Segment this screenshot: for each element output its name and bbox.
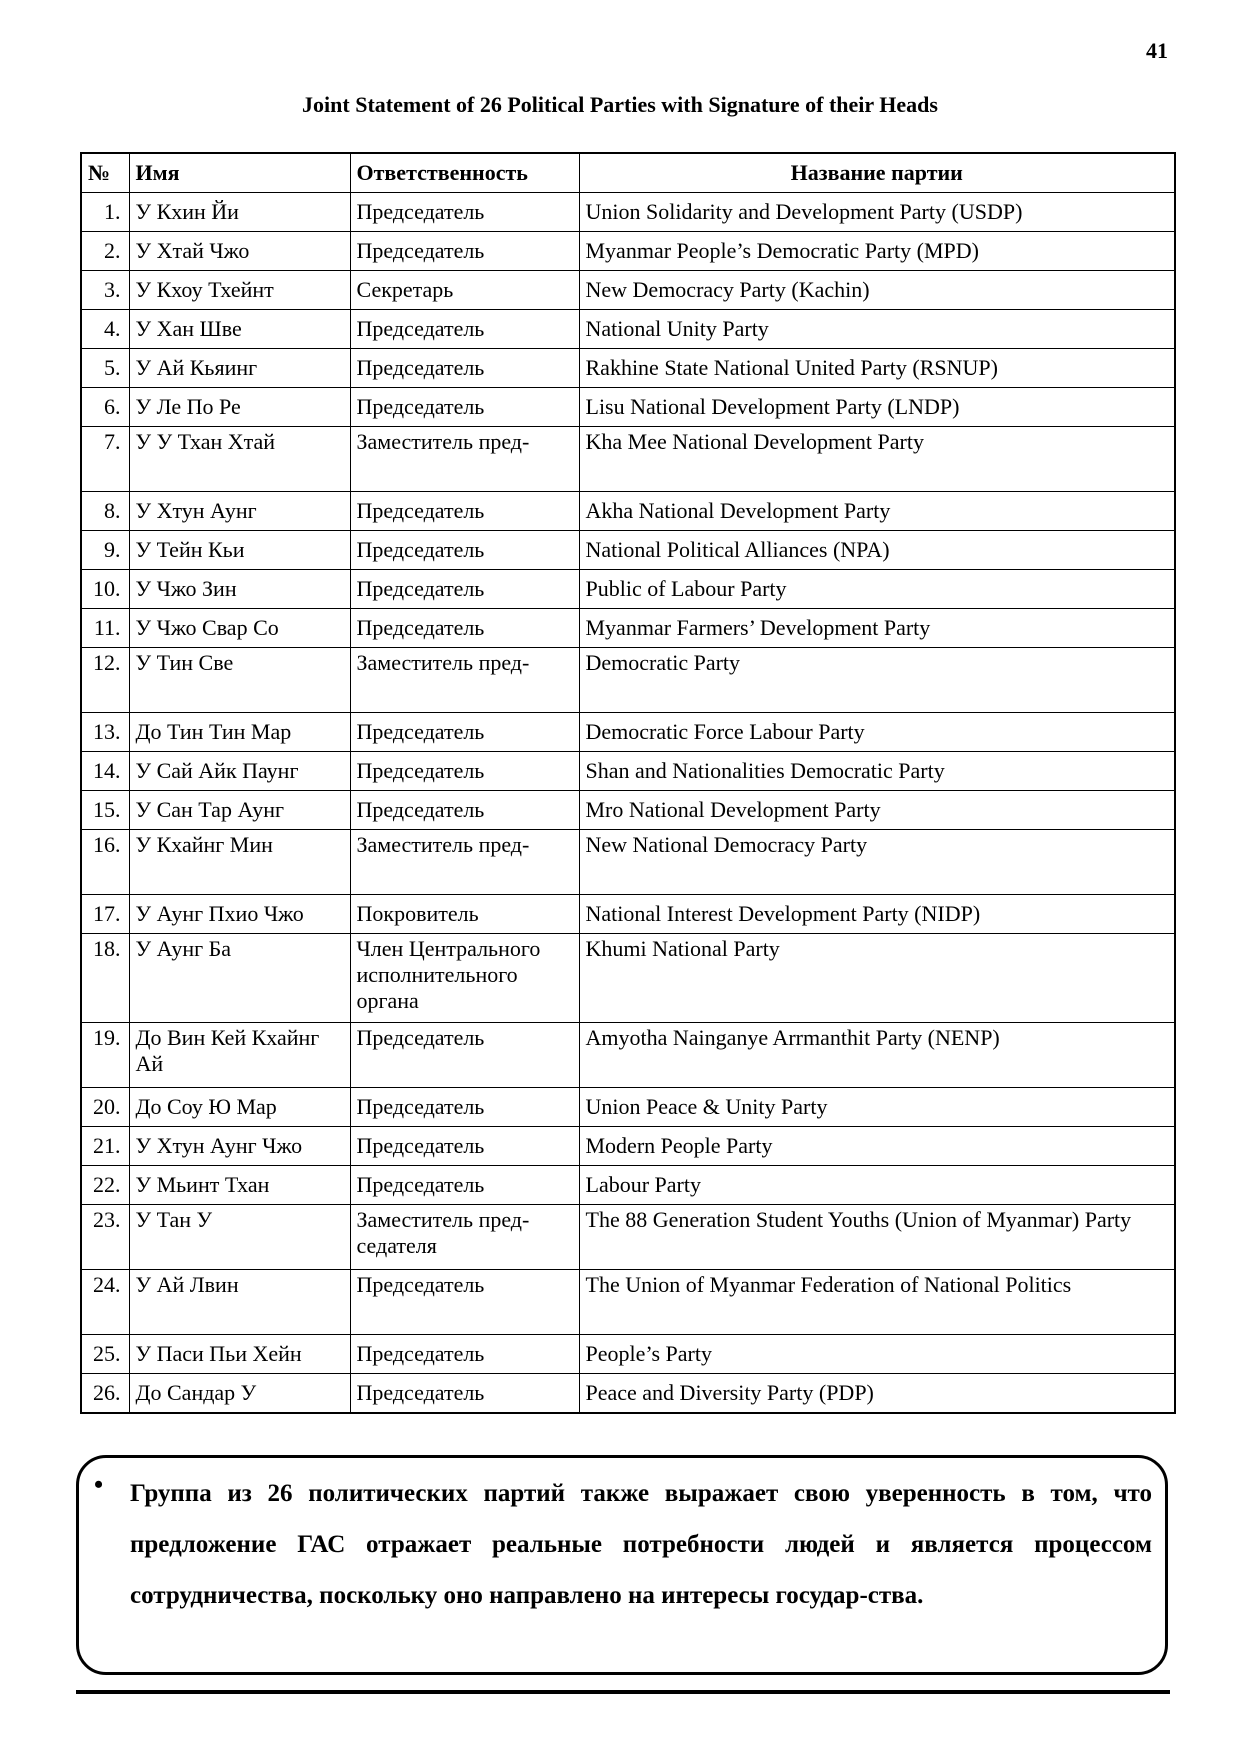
row-party: Union Solidarity and Development Party (USDP) bbox=[579, 193, 1175, 232]
table-row bbox=[81, 349, 1175, 388]
row-party: People’s Party bbox=[579, 1335, 1175, 1374]
row-party: Lisu National Development Party (LNDP) bbox=[579, 388, 1175, 427]
row-party: Amyotha Nainganye Arrmanthit Party (NENP) bbox=[579, 1023, 1175, 1088]
row-party: Kha Mee National Development Party bbox=[579, 427, 1175, 492]
row-number: 16. bbox=[81, 830, 129, 895]
row-role: Председатель bbox=[350, 310, 579, 349]
row-role: Председатель bbox=[350, 232, 579, 271]
document-title: Joint Statement of 26 Political Parties with Signature of their Heads bbox=[302, 92, 938, 117]
row-party: Mro National Development Party bbox=[579, 791, 1175, 830]
row-number: 21. bbox=[81, 1127, 129, 1166]
row-name: У Хтун Аунг bbox=[129, 492, 350, 531]
row-number: 4. bbox=[81, 310, 129, 349]
row-number: 7. bbox=[81, 427, 129, 492]
row-role: Секретарь bbox=[350, 271, 579, 310]
table-row bbox=[81, 193, 1175, 232]
row-number: 1. bbox=[81, 193, 129, 232]
table-row bbox=[81, 388, 1175, 427]
table-row bbox=[81, 713, 1175, 752]
row-role: Председатель bbox=[350, 570, 579, 609]
row-number: 12. bbox=[81, 648, 129, 713]
table-row bbox=[81, 271, 1175, 310]
row-number: 20. bbox=[81, 1088, 129, 1127]
row-name: У Чжо Свар Со bbox=[129, 609, 350, 648]
table-row bbox=[81, 895, 1175, 934]
row-party: Public of Labour Party bbox=[579, 570, 1175, 609]
row-name: До Тин Тин Мар bbox=[129, 713, 350, 752]
row-number: 14. bbox=[81, 752, 129, 791]
row-role: Председатель bbox=[350, 1166, 579, 1205]
row-number: 9. bbox=[81, 531, 129, 570]
row-name: У Тин Све bbox=[129, 648, 350, 713]
row-role: Председатель bbox=[350, 791, 579, 830]
row-name: У У Тхан Хтай bbox=[129, 427, 350, 492]
table-row bbox=[81, 492, 1175, 531]
table-row bbox=[81, 1127, 1175, 1166]
row-role: Председатель bbox=[350, 531, 579, 570]
row-name: У Сан Тар Аунг bbox=[129, 791, 350, 830]
row-party: National Political Alliances (NPA) bbox=[579, 531, 1175, 570]
row-party: Khumi National Party bbox=[579, 934, 1175, 1023]
row-party: Union Peace & Unity Party bbox=[579, 1088, 1175, 1127]
row-party: National Interest Development Party (NIDP) bbox=[579, 895, 1175, 934]
row-number: 11. bbox=[81, 609, 129, 648]
row-party: Democratic Force Labour Party bbox=[579, 713, 1175, 752]
row-number: 8. bbox=[81, 492, 129, 531]
row-name: У Аунг Ба bbox=[129, 934, 350, 1023]
row-party: Akha National Development Party bbox=[579, 492, 1175, 531]
header-number: № bbox=[81, 153, 129, 193]
row-role: Заместитель пред- bbox=[350, 830, 579, 895]
table-body bbox=[81, 193, 1175, 1414]
row-role: Председатель bbox=[350, 713, 579, 752]
row-name: До Вин Кей Кхайнг Ай bbox=[129, 1023, 350, 1088]
row-name: У Кхайнг Мин bbox=[129, 830, 350, 895]
table-row bbox=[81, 752, 1175, 791]
note-bullet: • bbox=[94, 1470, 104, 1499]
row-name: У Хтун Аунг Чжо bbox=[129, 1127, 350, 1166]
row-name: У Паси Пьи Хейн bbox=[129, 1335, 350, 1374]
table-row bbox=[81, 609, 1175, 648]
row-name: У Чжо Зин bbox=[129, 570, 350, 609]
header-name: Имя bbox=[129, 153, 350, 193]
parties-table bbox=[80, 152, 1176, 1414]
table-row bbox=[81, 1335, 1175, 1374]
table-header-row bbox=[81, 153, 1175, 193]
row-name: У Тан У bbox=[129, 1205, 350, 1270]
row-name: У Ай Лвин bbox=[129, 1270, 350, 1335]
row-role: Председатель bbox=[350, 1270, 579, 1335]
row-role: Председатель bbox=[350, 349, 579, 388]
row-name: У Ай Кьяинг bbox=[129, 349, 350, 388]
row-role: Заместитель пред-седателя bbox=[350, 1205, 579, 1270]
table-row bbox=[81, 531, 1175, 570]
table-row bbox=[81, 791, 1175, 830]
row-number: 10. bbox=[81, 570, 129, 609]
table-row bbox=[81, 1088, 1175, 1127]
row-party: New National Democracy Party bbox=[579, 830, 1175, 895]
row-party: Labour Party bbox=[579, 1166, 1175, 1205]
row-role: Председатель bbox=[350, 1127, 579, 1166]
row-name: У Тейн Кьи bbox=[129, 531, 350, 570]
row-party: New Democracy Party (Kachin) bbox=[579, 271, 1175, 310]
bottom-rule bbox=[76, 1690, 1170, 1694]
table-row bbox=[81, 1205, 1175, 1270]
page-number: 41 bbox=[1146, 38, 1168, 63]
row-role: Председатель bbox=[350, 1023, 579, 1088]
row-party: The 88 Generation Student Youths (Union of Myanmar) Party bbox=[579, 1205, 1175, 1270]
row-number: 25. bbox=[81, 1335, 129, 1374]
row-role: Покровитель bbox=[350, 895, 579, 934]
row-number: 13. bbox=[81, 713, 129, 752]
row-number: 6. bbox=[81, 388, 129, 427]
header-party: Название партии bbox=[579, 153, 1175, 193]
row-party: The Union of Myanmar Federation of National Politics bbox=[579, 1270, 1175, 1335]
row-party: Democratic Party bbox=[579, 648, 1175, 713]
row-role: Заместитель пред- bbox=[350, 648, 579, 713]
row-number: 24. bbox=[81, 1270, 129, 1335]
row-party: Modern People Party bbox=[579, 1127, 1175, 1166]
header-role: Ответственность bbox=[350, 153, 579, 193]
row-role: Председатель bbox=[350, 193, 579, 232]
row-role: Председатель bbox=[350, 752, 579, 791]
row-name: До Соу Ю Мар bbox=[129, 1088, 350, 1127]
row-name: У Кхин Йи bbox=[129, 193, 350, 232]
row-number: 23. bbox=[81, 1205, 129, 1270]
row-party: Myanmar People’s Democratic Party (MPD) bbox=[579, 232, 1175, 271]
table-row bbox=[81, 427, 1175, 492]
table-row bbox=[81, 310, 1175, 349]
row-name: У Хтай Чжо bbox=[129, 232, 350, 271]
row-role: Заместитель пред- bbox=[350, 427, 579, 492]
table-row bbox=[81, 232, 1175, 271]
row-party: Peace and Diversity Party (PDP) bbox=[579, 1374, 1175, 1414]
table-row bbox=[81, 1270, 1175, 1335]
row-party: Shan and Nationalities Democratic Party bbox=[579, 752, 1175, 791]
table-row bbox=[81, 1166, 1175, 1205]
row-party: National Unity Party bbox=[579, 310, 1175, 349]
row-role: Председатель bbox=[350, 1335, 579, 1374]
row-number: 15. bbox=[81, 791, 129, 830]
row-party: Rakhine State National United Party (RSNUP) bbox=[579, 349, 1175, 388]
row-role: Председатель bbox=[350, 492, 579, 531]
table-row bbox=[81, 570, 1175, 609]
row-role: Председатель bbox=[350, 1374, 579, 1414]
row-number: 5. bbox=[81, 349, 129, 388]
table-row bbox=[81, 648, 1175, 713]
row-name: У Сай Айк Паунг bbox=[129, 752, 350, 791]
row-name: У Кхоу Тхейнт bbox=[129, 271, 350, 310]
row-name: У Мьинт Тхан bbox=[129, 1166, 350, 1205]
table-row bbox=[81, 934, 1175, 1023]
row-name: До Сандар У bbox=[129, 1374, 350, 1414]
row-number: 18. bbox=[81, 934, 129, 1023]
row-party: Myanmar Farmers’ Development Party bbox=[579, 609, 1175, 648]
table-row bbox=[81, 830, 1175, 895]
row-name: У Хан Шве bbox=[129, 310, 350, 349]
row-role: Член Центрального исполнительного органа bbox=[350, 934, 579, 1023]
row-number: 2. bbox=[81, 232, 129, 271]
row-number: 26. bbox=[81, 1374, 129, 1414]
row-role: Председатель bbox=[350, 1088, 579, 1127]
row-number: 3. bbox=[81, 271, 129, 310]
row-role: Председатель bbox=[350, 609, 579, 648]
row-role: Председатель bbox=[350, 388, 579, 427]
row-number: 22. bbox=[81, 1166, 129, 1205]
note-text: Группа из 26 политических партий также выражает свою уверенность в том, что предложение ГАС отражает реальные потребности людей и является процессом сотрудничества, поскольку оно направлено на интересы государ-ства. bbox=[130, 1480, 1152, 1609]
row-name: У Ле По Ре bbox=[129, 388, 350, 427]
row-number: 17. bbox=[81, 895, 129, 934]
row-name: У Аунг Пхио Чжо bbox=[129, 895, 350, 934]
row-number: 19. bbox=[81, 1023, 129, 1088]
table-row bbox=[81, 1374, 1175, 1414]
table-row bbox=[81, 1023, 1175, 1088]
